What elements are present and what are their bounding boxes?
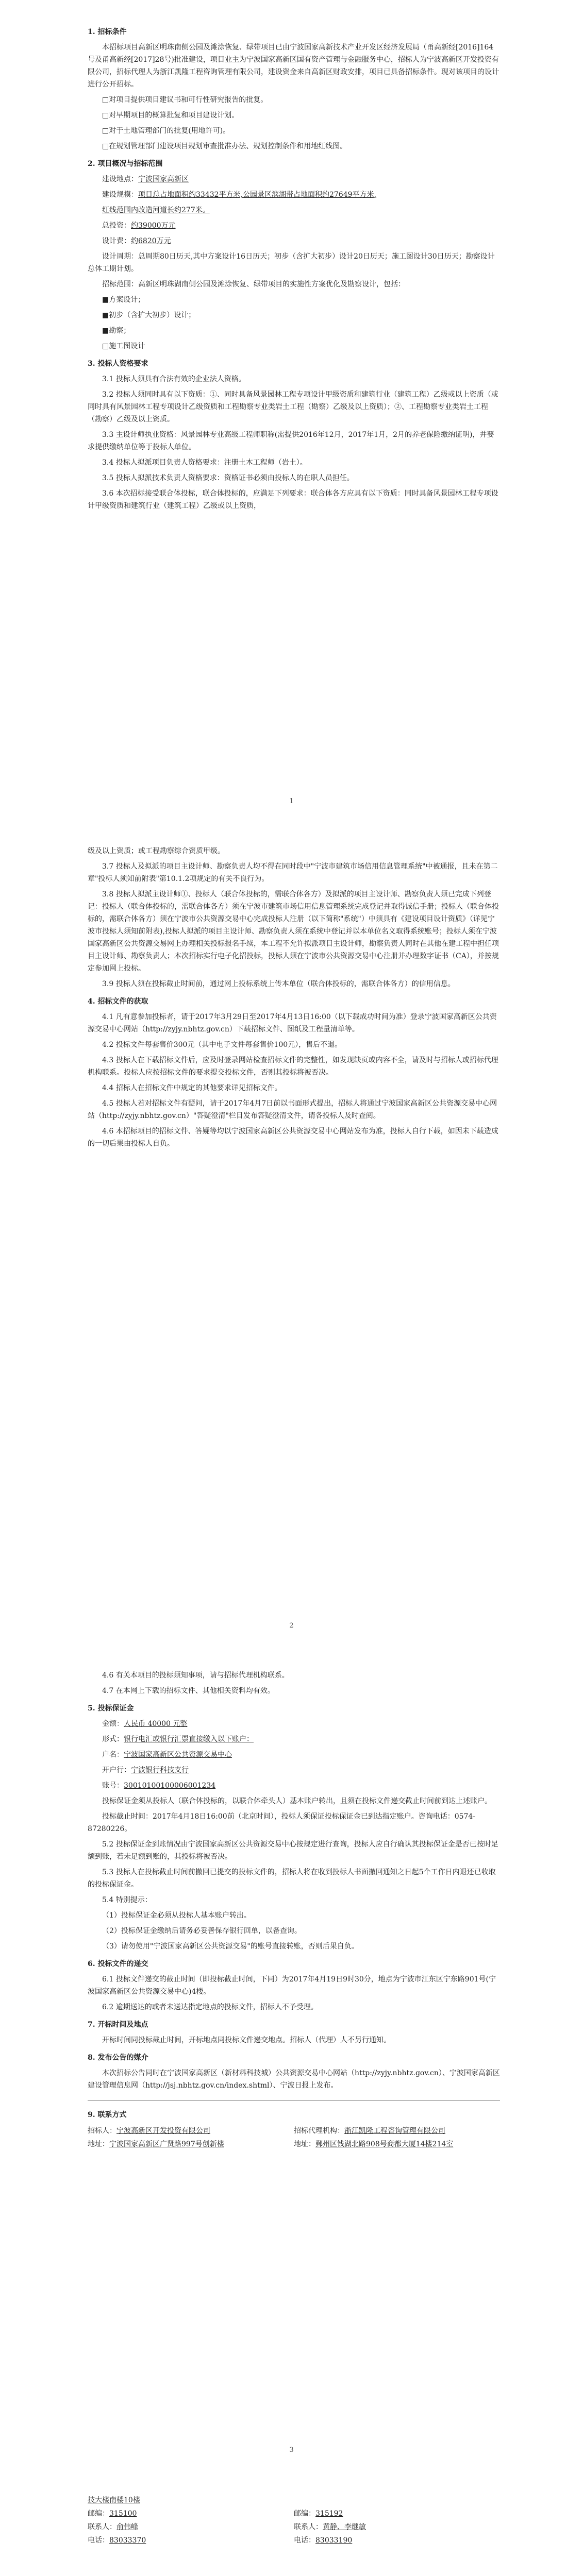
contact-grid xyxy=(88,2124,500,2151)
agent-line: 招标代理机构：浙江凯隆工程咨询管理有限公司 xyxy=(294,2127,445,2135)
section-heading: 1. 招标条件 xyxy=(88,28,127,36)
option-line: □对项目提供项目建议书和可行性研究报告的批复。 xyxy=(102,96,268,104)
paragraph: 3.5 投标人拟派技术负责人资格要求：资格证书必须由投标人的在职人员担任。 xyxy=(102,474,354,482)
field-line: 红线范围内改造河道长约277米。 xyxy=(102,206,210,214)
address-continued: 技大楼南楼10楼 xyxy=(88,2496,140,2504)
tenderer-line: 招标人：宁波高新区开发投资有限公司 xyxy=(88,2127,210,2135)
empty-cell xyxy=(294,2494,500,2507)
section-heading: 9. 联系方式 xyxy=(88,2111,127,2119)
paragraph: 3.9 投标人须在投标截止时间前，通过网上投标系统上传本单位（联合体投标的，需联合体各方）的信用信息。 xyxy=(102,980,455,988)
page-number: 3 xyxy=(289,2446,294,2454)
paragraph: 投标截止时间：2017年4月18日16:00前（北京时间），投标人须保证投标保证金已到达指定账户。咨询电话：0574-87280226。 xyxy=(88,1812,476,1833)
page-4 xyxy=(0,2473,583,2576)
paragraph: 4.2 投标文件每套售价300元（其中电子文件每套售价100元），售后不退。 xyxy=(102,1041,342,1049)
option-line: □对早期项目的概算批复和项目建设计划。 xyxy=(102,111,239,120)
agent-phone: 电话：83033190 xyxy=(294,2536,353,2545)
paragraph: 4.3 投标人在下载招标文件后，应及时登录网站检查招标文件的完整性，如发现缺页或内容不全，请及时与招标人或招标代理机构联系。投标人应按招标文件的要求提交投标文件，否则其投标将被否决。 xyxy=(88,1056,498,1077)
field-line: 户名：宁波国家高新区公共资源交易中心 xyxy=(102,1751,232,1759)
paragraph: （3）请勿使用"宁波国家高新区公共资源交易"的账号直接转账，否则后果自负。 xyxy=(102,1942,359,1951)
field-line: 建设地点：宁波国家高新区 xyxy=(102,175,189,183)
section-heading: 2. 项目概况与招标范围 xyxy=(88,160,163,168)
paragraph: 4.7 在本网上下载的招标文件、其他相关资料均有效。 xyxy=(102,1687,275,1695)
paragraph: 招标范围：高新区明珠湖南侧公园及滩涂恢复、绿带项目的实施性方案优化及勘察设计，包括： xyxy=(102,280,405,289)
field-line: 总投资：约39000万元 xyxy=(102,222,176,230)
page-3 xyxy=(0,1649,583,2473)
paragraph: 5.2 投标保证金到账情况由宁波国家高新区公共资源交易中心按规定进行查询，投标人应自行确认其投标保证金是否已按时足额到账，若未足额到账的，其投标将被否决。 xyxy=(88,1840,498,1861)
paragraph: （1）投标保证金必须从投标人基本账户转出。 xyxy=(102,1911,251,1920)
section-heading: 5. 投标保证金 xyxy=(88,1704,134,1713)
paragraph: 5.3 投标人在投标截止时间前撤回已提交的投标文件的，招标人将在收到投标人书面撤回通知之日起5个工作日内退还已收取的投标保证金。 xyxy=(88,1868,496,1889)
paragraph: （2）投标保证金缴纳后请务必妥善保存银行回单，以备查询。 xyxy=(102,1927,302,1935)
page-1 xyxy=(0,0,583,824)
paragraph: 4.1 凡有意参加投标者，请于2017年3月29日至2017年4月13日16:00（以下载成功时间为准）登录宁波国家高新区公共资源交易中心网站（http://zyjy.nbhtz.gov.cn）下载招标文件、图纸及工程量清单等。 xyxy=(88,1013,497,1033)
page-number: 2 xyxy=(289,1622,294,1630)
field-line: 账号：30010100100006001234 xyxy=(102,1782,216,1790)
paragraph: 开标时间同投标截止时间，开标地点同投标文件递交地点。招标人（代理）人不另行通知。 xyxy=(102,2036,391,2044)
scope-item: □施工图设计 xyxy=(102,342,145,350)
agent-zip: 邮编：315192 xyxy=(294,2510,343,2518)
page-1-content xyxy=(88,21,500,515)
paragraph: 4.6 本招标项目的招标文件、答疑等均以宁波国家高新区公共资源交易中心网站发布为准，投标人自行下载，如因未下载造成的一切后果由投标人自负。 xyxy=(88,1127,498,1148)
option-line: □在规划管理部门建设项目规划审查批准办法、规划控制条件和用地红线图。 xyxy=(102,142,347,150)
page-2 xyxy=(0,824,583,1649)
scope-item: ■初步（含扩大初步）设计； xyxy=(102,311,196,319)
page-4-content xyxy=(88,2494,500,2547)
paragraph: 3.3 主设计师执业资格：风景园林专业高级工程师职称(需提供2016年12月，2017年1月，2月的养老保险缴纳证明)，并要求提供缴纳单位等于投标人单位。 xyxy=(88,431,494,451)
field-line: 金额：人民币 40000 元整 xyxy=(102,1720,188,1728)
paragraph: 3.6 本次招标接受联合体投标，联合体投标的，应满足下列要求：联合体各方应具有以下资质：同时具备风景园林工程专项设计甲级资质和建筑行业（建筑工程）乙级或以上资质， xyxy=(88,489,498,510)
paragraph: 4.6 有关本项目的投标须知事项，请与招标代理机构联系。 xyxy=(102,1671,289,1680)
contact-grid xyxy=(88,2494,500,2547)
agent-contact: 联系人：黄静、李继敏 xyxy=(294,2523,366,2531)
scope-item: ■勘察； xyxy=(102,327,131,335)
paragraph: 本招标项目高新区明珠南侧公园及滩涂恢复、绿带项目已由宁波国家高新技术产业开发区经济发展局（甬高新经[2016]164号及甬高新经[2017]28号)批准建设，项目业主为宁波国家高新区国有资产管理与金融服务中心，招标人为宁波高新区开发投资有限公司，招标代理人为浙江凯隆工程咨询管理有限公司，建设资金来自高新区财政安排，项目已具备招标条件。现对该项目的设计进行公开招标。 xyxy=(88,43,499,89)
tenderer-zip: 邮编：315100 xyxy=(88,2510,137,2518)
section-heading: 8. 发布公告的媒介 xyxy=(88,2054,148,2062)
page-number: 1 xyxy=(289,798,294,805)
field-line: 设计费：约6820万元 xyxy=(102,237,171,245)
section-heading: 7. 开标时间及地点 xyxy=(88,2021,148,2029)
paragraph: 6.1 投标文件递交的截止时间（即投标截止时间，下同）为2017年4月19日9时30分，地点为宁波市江东区宁东路901号(宁波国家高新区公共资源交易中心)4楼。 xyxy=(88,1975,496,1996)
section-heading: 6. 投标文件的递交 xyxy=(88,1960,148,1968)
paragraph: 3.8 投标人拟派主设计师①、投标人（联合体投标的，需联合体各方）及拟派的项目主设计师、勘察负责人须已完成下列登记：投标人（联合体投标的，需联合体各方）须在宁波市建筑市场信用信息管理系统完成登记并取得诚信手册；投标人（联合体投标的，需联合体各方）须在宁波市公共资源交易中心完成投标人注册（以下简称"系统"）中须具有《建设项目设计资质》（详见宁波市投标人须知前附表),投标人拟派的项目主设计师、勘察负责人须在系统中登记并以本单位名义取得系统账号；投标人须在宁波国家高新区公共资源交易网上办理相关投标报名手续，本工程不允许拟派项目主设计师，勘察负责人同时在其他在建工程中担任项目主设计师、勘察负责人；本次招标实行电子化招投标，投标人须在宁波市公共资源交易中心注册并办理数字证书（CA），并按规定参加网上投标。 xyxy=(88,890,499,973)
page-3-content xyxy=(88,1669,500,2151)
paragraph: 3.7 投标人及拟派的项目主设计师、勘察负责人均不得在同时段中"宁波市建筑市场信用信息管理系统"中被通报，且未在第二章"投标人须知前附表"第10.1.2项规定的有关不良行为。 xyxy=(88,862,498,883)
paragraph: 4.5 投标人若对招标文件有疑问，请于2017年4月7日前以书面形式提出，招标人将通过宁波国家高新区公共资源交易中心网站（http://zyjy.nbhtz.gov.cn）"答疑澄清"栏目发布答疑澄清文件，请各投标人及时查阅。 xyxy=(88,1099,497,1120)
scope-item: ■方案设计； xyxy=(102,296,145,304)
paragraph: 3.2 投标人须同时具有以下资质：①、同时具备风景园林工程专项设计甲级资质和建筑行业（建筑工程）乙级或以上资质（或同时具有风景园林工程专项设计乙级资质和工程勘察专业类岩土工程（勘察）乙级及以上资质）；②、工程勘察专业类岩土工程（勘察）乙级及以上资质。 xyxy=(88,391,498,423)
paragraph: 级及以上资质；或工程勘察综合资质甲级。 xyxy=(88,847,225,855)
paragraph: 3.1 投标人须具有合法有效的企业法人资格。 xyxy=(102,375,246,383)
field-line: 开户行：宁波银行科技支行 xyxy=(102,1766,189,1774)
paragraph: 投标保证金须从投标人（联合体投标的，以联合体牵头人）基本账户转出，且须在投标文件递交截止时间前到达上述账户。 xyxy=(102,1797,492,1805)
field-line: 建设规模：项目总占地面积约33432平方米,公园景区滨湖带占地面积约27649平方米, xyxy=(102,191,376,199)
paragraph: 5.4 特别提示： xyxy=(102,1896,152,1904)
option-line: □对于土地管理部门的批复(用地许可)。 xyxy=(102,127,230,135)
tenderer-address: 地址：宁波国家高新区广贤路997号创新楼 xyxy=(88,2140,224,2148)
agent-address: 地址：鄞州区钱湖北路908号商都大厦14楼214室 xyxy=(294,2140,454,2148)
paragraph: 6.2 逾期送达的或者未送达指定地点的投标文件，招标人不予受理。 xyxy=(102,2003,318,2011)
tenderer-contact: 联系人：俞伟峰 xyxy=(88,2523,138,2531)
paragraph: 设计周期：总周期80日历天,其中方案设计16日历天；初步（含扩大初步）设计20日历天；施工图设计30日历天；勘察设计总体工期计划。 xyxy=(88,252,495,273)
section-heading: 4. 招标文件的获取 xyxy=(88,997,148,1006)
section-heading: 3. 投标人资格要求 xyxy=(88,360,148,368)
field-line: 形式：银行电汇或银行汇票直接缴入以下账户： xyxy=(102,1735,254,1743)
paragraph: 3.4 投标人拟派项目负责人资格要求：注册土木工程师（岩土）。 xyxy=(102,459,307,467)
tenderer-phone: 电话：83033370 xyxy=(88,2536,146,2545)
paragraph: 4.4 招标人在招标文件中规定的其他要求详见招标文件。 xyxy=(102,1084,282,1092)
paragraph: 本次招标公告同时在宁波国家高新区（新材料科技城）公共资源交易中心网站（http://zyjy.nbhtz.gov.cn）、宁波国家高新区建设管理信息网（http://jsj.nbhtz.gov.cn/index.shtml）、宁波日报上发布。 xyxy=(88,2069,500,2090)
page-2-content xyxy=(88,845,500,1153)
